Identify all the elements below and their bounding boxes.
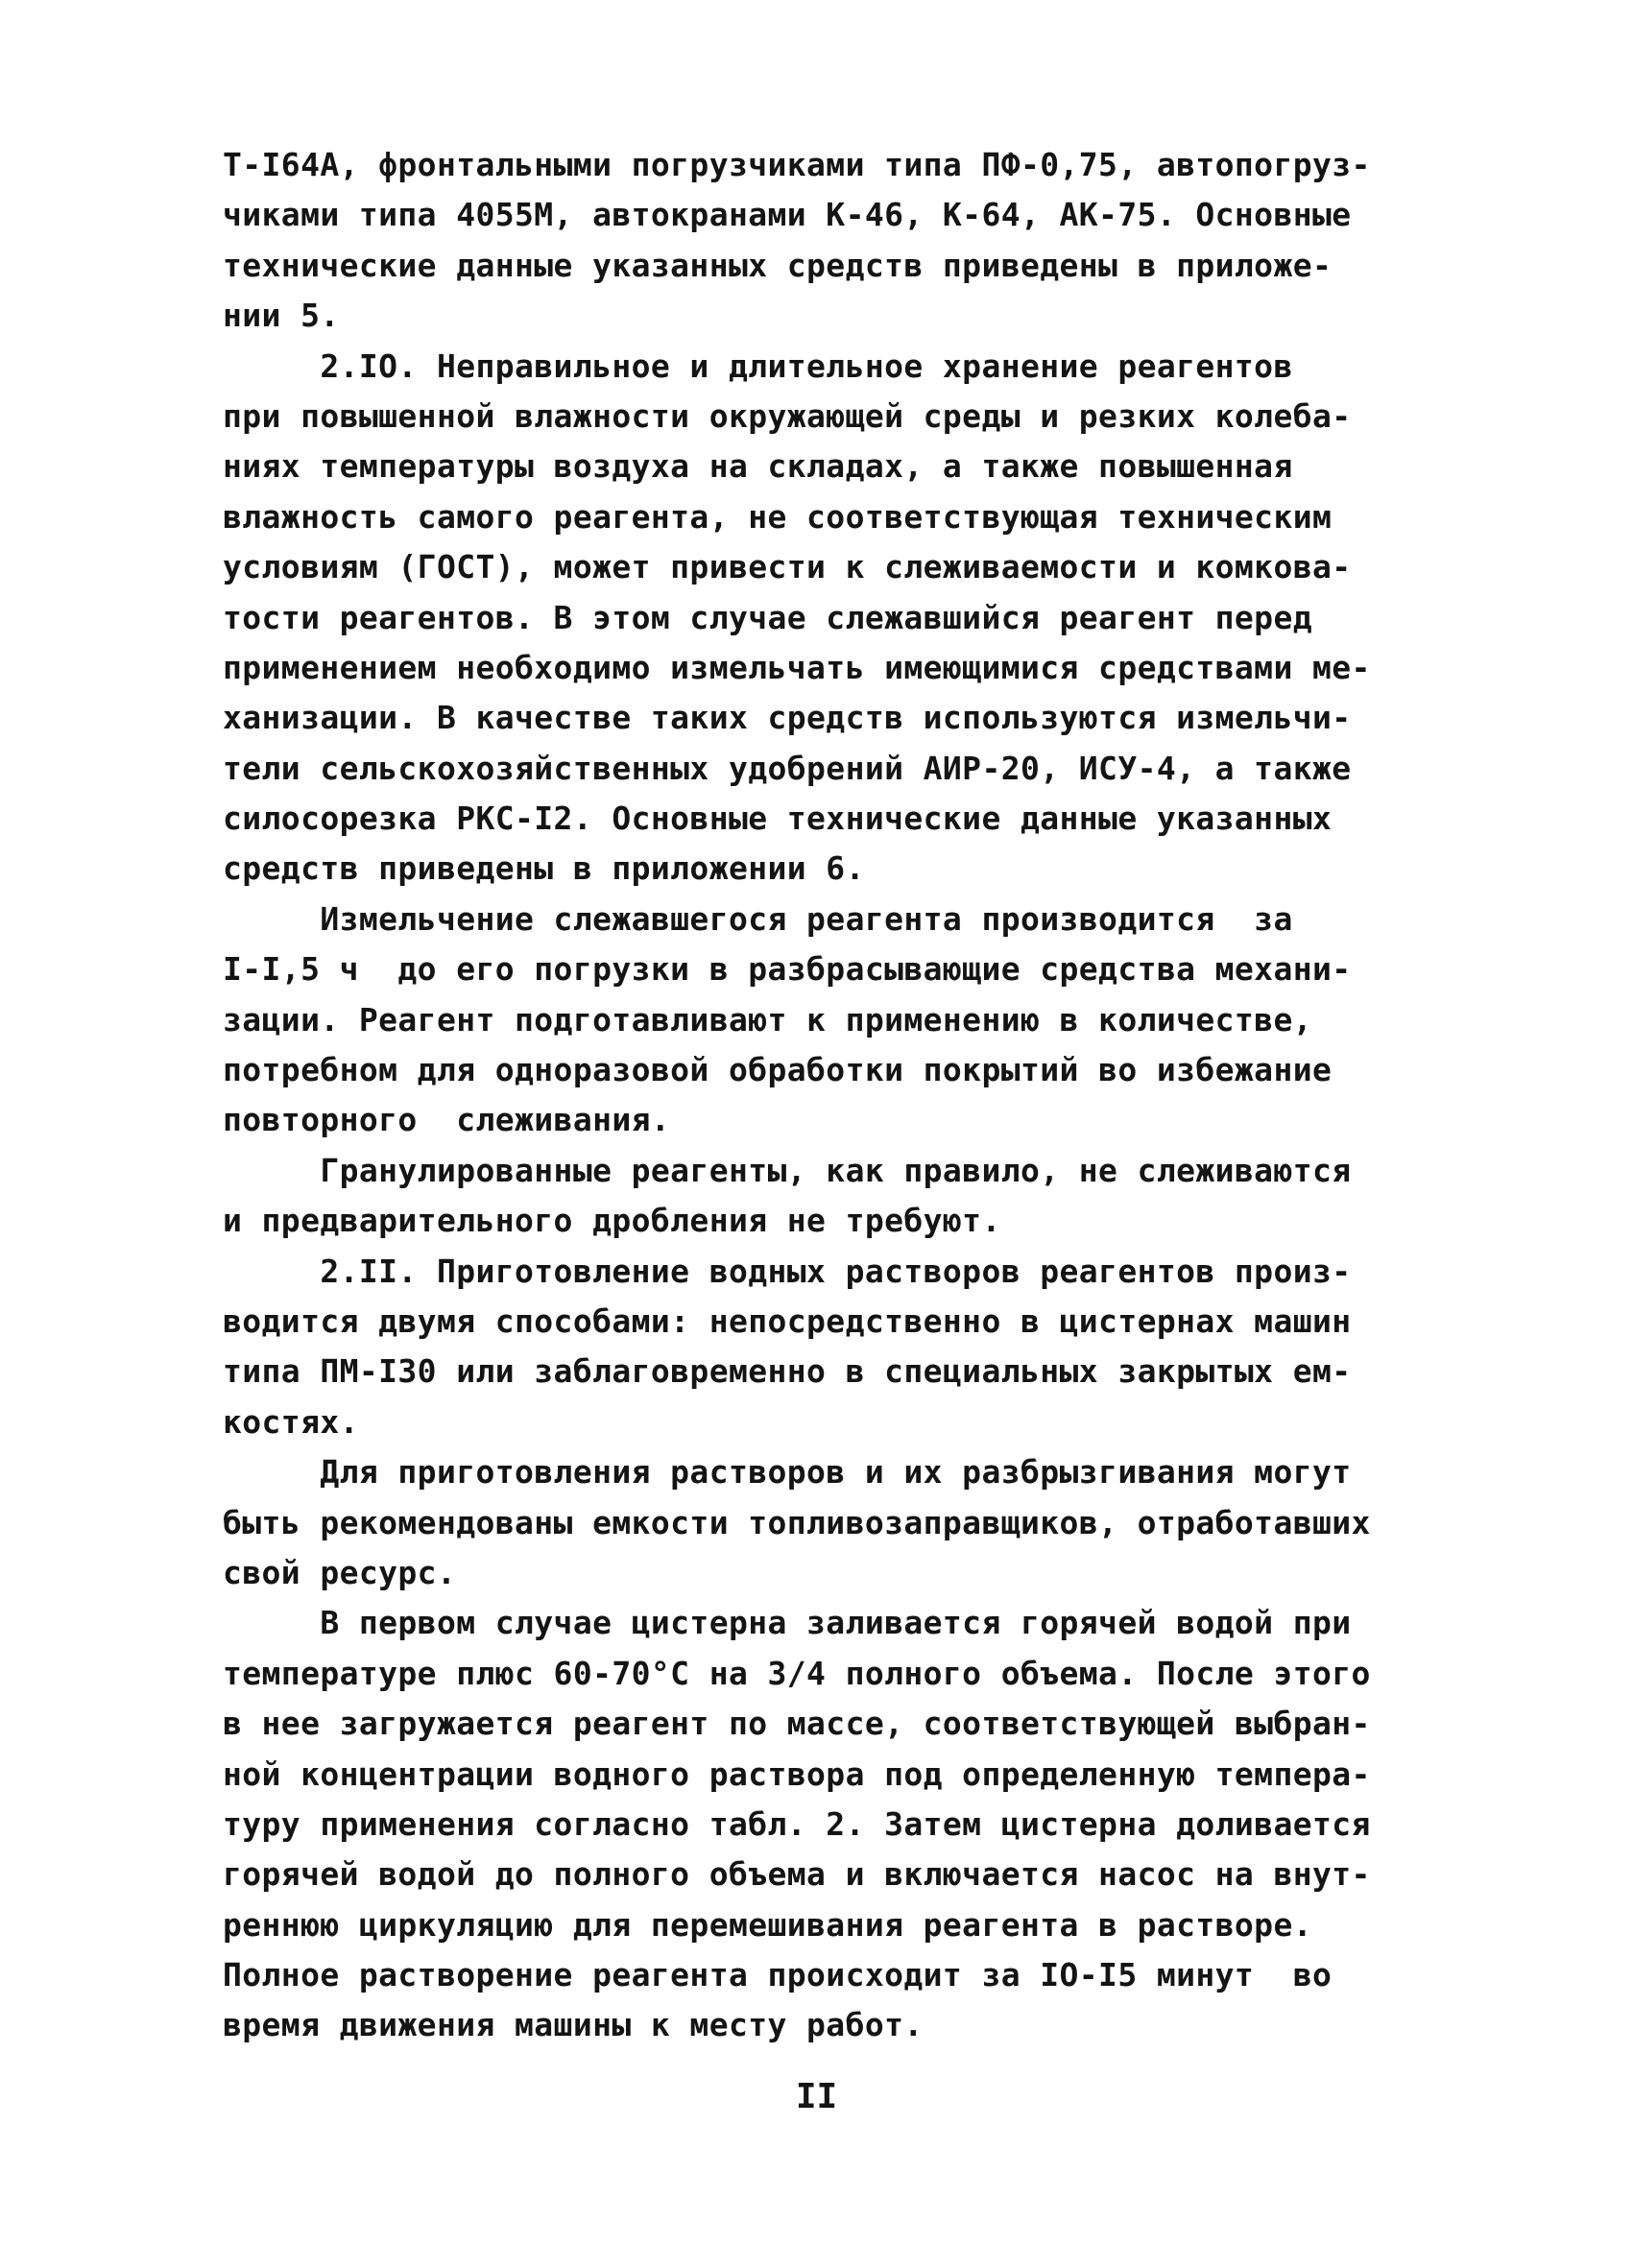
text-line: влажность самого реагента, не соответствующая техническим bbox=[223, 497, 1333, 536]
text-line: реннюю циркуляцию для перемешивания реагента в растворе. bbox=[223, 1905, 1312, 1944]
text-line: типа ПМ-I30 или заблаговременно в специальных закрытых ем- bbox=[223, 1352, 1352, 1391]
text-line: зации. Реагент подготавливают к применению в количестве, bbox=[223, 1000, 1312, 1039]
text-line: Для приготовления растворов и их разбрызгивания могут bbox=[223, 1453, 1352, 1492]
text-line: потребном для одноразовой обработки покрытий во избежание bbox=[223, 1051, 1333, 1089]
text-line: Полное растворение реагента происходит за IO-I5 минут во bbox=[223, 1956, 1333, 1994]
text-line: применением необходимо измельчать имеющимися средствами ме- bbox=[223, 648, 1371, 686]
text-line: в нее загружается реагент по массе, соответствующей выбран- bbox=[223, 1705, 1371, 1743]
text-line: горячей водой до полного объема и включается насос на внут- bbox=[223, 1855, 1371, 1894]
text-line: тели сельскохозяйственных удобрений АИР-20, ИСУ-4, а также bbox=[223, 749, 1352, 787]
text-line: ной концентрации водного раствора под определенную темпера- bbox=[223, 1755, 1371, 1793]
text-line: туру применения согласно табл. 2. Затем цистерна доливается bbox=[223, 1804, 1371, 1843]
text-line: Гранулированные реагенты, как правило, не слеживаются bbox=[223, 1151, 1352, 1189]
text-line: быть рекомендованы емкости топливозаправщиков, отработавших bbox=[223, 1503, 1371, 1541]
text-line: тости реагентов. В этом случае слежавшийся реагент перед bbox=[223, 598, 1312, 636]
text-line: водится двумя способами: непосредственно в цистернах машин bbox=[223, 1301, 1352, 1340]
text-line: и предварительного дробления не требуют. bbox=[223, 1202, 1001, 1240]
text-line: 2.II. Приготовление водных растворов реагентов произ- bbox=[223, 1252, 1352, 1290]
text-line: температуре плюс 60-70°С на 3/4 полного объема. После этого bbox=[223, 1654, 1371, 1692]
text-line: Т-I64А, фронтальными погрузчиками типа ПФ-0,75, автопогруз- bbox=[223, 146, 1371, 183]
text-line: условиям (ГОСТ), может привести к слеживаемости и комкова- bbox=[223, 548, 1352, 586]
text-line: технические данные указанных средств приведены в приложе- bbox=[223, 246, 1333, 284]
body-text bbox=[223, 140, 1432, 2051]
text-line: средств приведены в приложении 6. bbox=[223, 849, 865, 888]
text-line: нии 5. bbox=[223, 297, 340, 335]
text-line: костях. bbox=[223, 1402, 359, 1441]
text-line: 2.IO. Неправильное и длительное хранение реагентов bbox=[223, 346, 1293, 385]
text-line: В первом случае цистерна заливается горячей водой при bbox=[223, 1604, 1352, 1642]
text-line: повторного слеживания. bbox=[223, 1101, 671, 1139]
text-line: ниях температуры воздуха на складах, а также повышенная bbox=[223, 447, 1293, 486]
text-line: силосорезка РКС-I2. Основные технические данные указанных bbox=[223, 800, 1333, 838]
text-line: Измельчение слежавшегося реагента производится за bbox=[223, 899, 1293, 938]
text-line: I-I,5 ч до его погрузки в разбрасывающие средства механи- bbox=[223, 950, 1352, 989]
text-line: ханизации. В качестве таких средств используются измельчи- bbox=[223, 699, 1352, 737]
page-number: II bbox=[795, 2077, 838, 2116]
text-line: время движения машины к месту работ. bbox=[223, 2006, 924, 2044]
text-line: при повышенной влажности окружающей среды и резких колеба- bbox=[223, 396, 1352, 435]
text-line: свой ресурс. bbox=[223, 1553, 457, 1591]
text-line: чиками типа 4055М, автокранами К-46, К-64, АК-75. Основные bbox=[223, 196, 1352, 234]
